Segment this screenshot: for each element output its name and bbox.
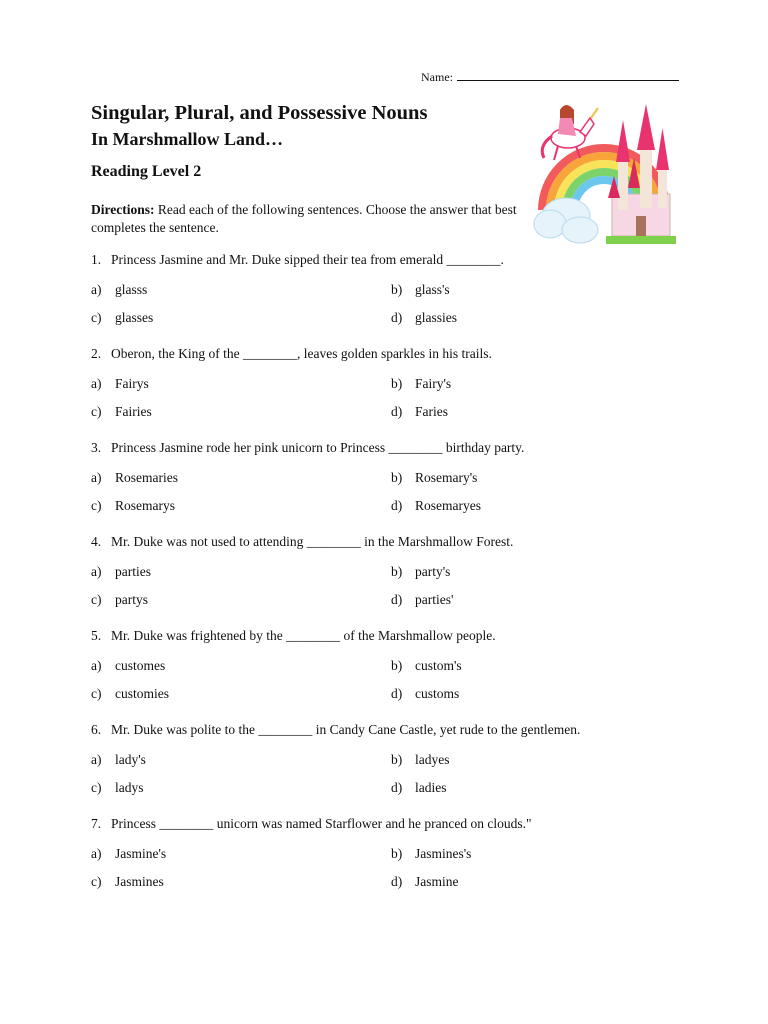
question-text: Mr. Duke was polite to the ________ in Candy Cane Castle, yet rude to the gentlemen. bbox=[111, 722, 581, 737]
option-letter: d) bbox=[391, 498, 403, 513]
question-text: Princess ________ unicorn was named Starflower and he pranced on clouds." bbox=[111, 816, 532, 831]
question-number: 4. bbox=[91, 534, 102, 549]
option-text: customs bbox=[415, 686, 460, 701]
answer-option[interactable] bbox=[91, 686, 169, 702]
option-letter: b) bbox=[391, 282, 403, 297]
option-text: Faries bbox=[415, 404, 448, 419]
option-letter: c) bbox=[91, 498, 102, 513]
question-text: Princess Jasmine and Mr. Duke sipped their tea from emerald ________. bbox=[111, 252, 504, 267]
option-text: glass's bbox=[415, 282, 450, 297]
question-number: 2. bbox=[91, 346, 102, 361]
question-number: 5. bbox=[91, 628, 102, 643]
answer-option[interactable] bbox=[91, 498, 175, 514]
answer-option[interactable] bbox=[391, 592, 453, 608]
question-2 bbox=[91, 346, 492, 362]
question-text: Princess Jasmine rode her pink unicorn to Princess ________ birthday party. bbox=[111, 440, 525, 455]
option-letter: c) bbox=[91, 310, 102, 325]
option-letter: a) bbox=[91, 658, 102, 673]
answer-option[interactable] bbox=[391, 752, 450, 768]
option-letter: d) bbox=[391, 592, 403, 607]
option-text: Jasmine bbox=[415, 874, 459, 889]
worksheet-subtitle: In Marshmallow Land… bbox=[91, 129, 284, 149]
question-number: 6. bbox=[91, 722, 102, 737]
option-letter: a) bbox=[91, 470, 102, 485]
question-text: Mr. Duke was not used to attending ________ in the Marshmallow Forest. bbox=[111, 534, 514, 549]
option-text: customies bbox=[115, 686, 169, 701]
option-text: Rosemaries bbox=[115, 470, 178, 485]
name-blank[interactable] bbox=[457, 68, 679, 81]
answer-option[interactable] bbox=[391, 780, 447, 796]
option-letter: c) bbox=[91, 780, 102, 795]
option-letter: d) bbox=[391, 310, 403, 325]
question-number: 7. bbox=[91, 816, 102, 831]
question-number: 1. bbox=[91, 252, 102, 267]
option-letter: a) bbox=[91, 282, 102, 297]
option-text: Fairy's bbox=[415, 376, 452, 391]
answer-option[interactable] bbox=[391, 376, 451, 392]
option-text: Rosemary's bbox=[415, 470, 478, 485]
question-4 bbox=[91, 534, 513, 550]
answer-option[interactable] bbox=[91, 752, 146, 768]
option-text: Jasmines bbox=[115, 874, 164, 889]
question-1 bbox=[91, 252, 504, 268]
answer-option[interactable] bbox=[91, 376, 149, 392]
option-text: custom's bbox=[415, 658, 462, 673]
option-text: glasss bbox=[115, 282, 148, 297]
option-letter: c) bbox=[91, 686, 102, 701]
option-letter: a) bbox=[91, 376, 102, 391]
answer-option[interactable] bbox=[391, 686, 459, 702]
name-field[interactable] bbox=[421, 68, 679, 85]
option-text: ladyes bbox=[415, 752, 450, 767]
reading-level: Reading Level 2 bbox=[91, 163, 202, 180]
option-text: ladys bbox=[115, 780, 144, 795]
option-letter: c) bbox=[91, 404, 102, 419]
question-number: 3. bbox=[91, 440, 102, 455]
answer-option[interactable] bbox=[91, 874, 164, 890]
question-text: Mr. Duke was frightened by the ________ of the Marshmallow people. bbox=[111, 628, 496, 643]
answer-option[interactable] bbox=[91, 780, 144, 796]
option-letter: d) bbox=[391, 686, 403, 701]
name-label: Name: bbox=[421, 70, 453, 84]
option-text: lady's bbox=[115, 752, 146, 767]
option-letter: b) bbox=[391, 846, 403, 861]
option-text: parties bbox=[115, 564, 151, 579]
option-letter: a) bbox=[91, 846, 102, 861]
option-text: Rosemarys bbox=[115, 498, 175, 513]
answer-option[interactable] bbox=[91, 564, 151, 580]
question-text: Oberon, the King of the ________, leaves golden sparkles in his trails. bbox=[111, 346, 492, 361]
answer-option[interactable] bbox=[91, 470, 178, 486]
answer-option[interactable] bbox=[391, 564, 450, 580]
option-letter: b) bbox=[391, 658, 403, 673]
directions-label: Directions: bbox=[91, 202, 155, 217]
directions bbox=[91, 201, 521, 237]
worksheet-title: Singular, Plural, and Possessive Nouns bbox=[91, 102, 428, 124]
option-text: Rosemaryes bbox=[415, 498, 481, 513]
option-text: Fairys bbox=[115, 376, 149, 391]
answer-option[interactable] bbox=[391, 658, 462, 674]
option-text: Jasmine's bbox=[115, 846, 167, 861]
option-letter: b) bbox=[391, 376, 403, 391]
option-letter: c) bbox=[91, 874, 102, 889]
answer-option[interactable] bbox=[391, 846, 471, 862]
option-letter: d) bbox=[391, 780, 403, 795]
princess-unicorn-castle-rainbow-icon bbox=[528, 98, 682, 250]
answer-option[interactable] bbox=[91, 310, 153, 326]
option-text: customes bbox=[115, 658, 166, 673]
answer-option[interactable] bbox=[91, 592, 148, 608]
option-text: Jasmines's bbox=[415, 846, 472, 861]
answer-option[interactable] bbox=[391, 874, 459, 890]
option-text: partys bbox=[115, 592, 148, 607]
option-letter: c) bbox=[91, 592, 102, 607]
option-letter: d) bbox=[391, 874, 403, 889]
option-letter: b) bbox=[391, 752, 403, 767]
answer-option[interactable] bbox=[391, 498, 481, 514]
answer-option[interactable] bbox=[91, 282, 147, 298]
option-text: ladies bbox=[415, 780, 447, 795]
question-7 bbox=[91, 816, 532, 832]
option-letter: d) bbox=[391, 404, 403, 419]
option-letter: a) bbox=[91, 752, 102, 767]
question-3 bbox=[91, 440, 524, 456]
option-text: party's bbox=[415, 564, 451, 579]
option-text: glassies bbox=[415, 310, 457, 325]
answer-option[interactable] bbox=[391, 470, 477, 486]
option-text: Fairies bbox=[115, 404, 152, 419]
question-6 bbox=[91, 722, 580, 738]
option-text: parties' bbox=[415, 592, 454, 607]
question-5 bbox=[91, 628, 496, 644]
option-letter: b) bbox=[391, 564, 403, 579]
answer-option[interactable] bbox=[391, 404, 448, 420]
answer-option[interactable] bbox=[91, 658, 165, 674]
option-letter: a) bbox=[91, 564, 102, 579]
option-text: glasses bbox=[115, 310, 154, 325]
answer-option[interactable] bbox=[91, 404, 152, 420]
directions-text: Read each of the following sentences. Choose the answer that best completes the sentence. bbox=[91, 202, 517, 235]
answer-option[interactable] bbox=[391, 310, 457, 326]
option-letter: b) bbox=[391, 470, 403, 485]
answer-option[interactable] bbox=[91, 846, 166, 862]
answer-option[interactable] bbox=[391, 282, 450, 298]
